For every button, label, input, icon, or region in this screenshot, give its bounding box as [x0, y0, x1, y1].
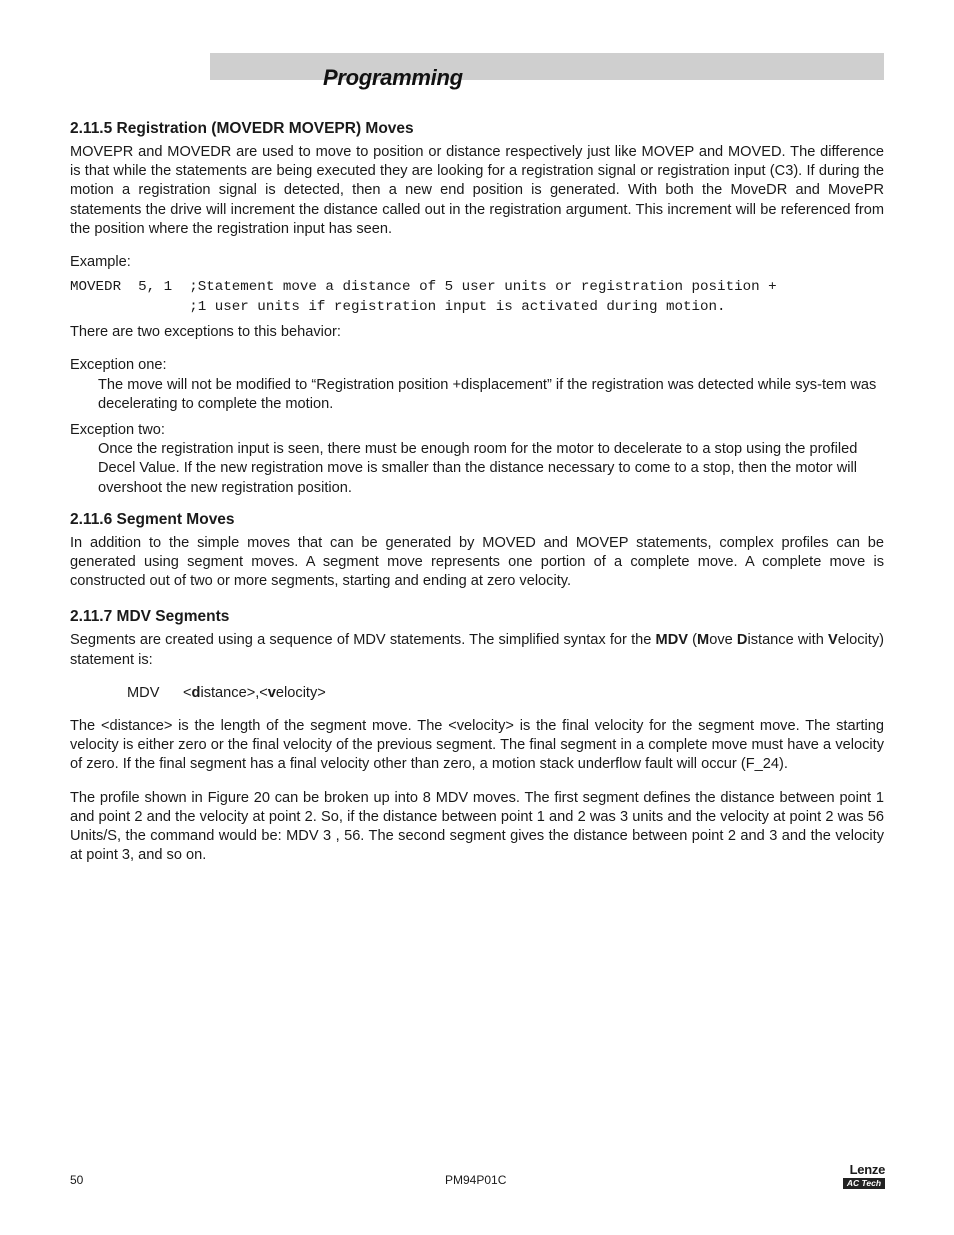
- section-heading-segment-moves: 2.11.6 Segment Moves: [70, 510, 235, 528]
- code-line: ;1 user units if registration input is activated during motion.: [70, 299, 726, 316]
- example-label: Example:: [70, 254, 131, 271]
- logo-sub: AC Tech: [843, 1178, 885, 1189]
- code-line: MOVEDR 5, 1 ;Statement move a distance of 5 user units or registration position +: [70, 279, 777, 296]
- section-paragraph: The <distance> is the length of the segment move. The <velocity> is the final velocity for the segment move. The starting velocity is either zero or the final velocity of the previous segment. The final segment in a complete move must have a velocity of zero. If the final segment has a final velocity other than zero, a motion stack underflow fault will occur (F_24).: [70, 718, 884, 773]
- section-paragraph: MOVEPR and MOVEDR are used to move to position or distance respectively just like MOVEP and MOVED. The difference is that while the statements are being executed they are looking for a registration signal or registration input (C3). If during the motion a registration signal is detected, then a new end position is generated. With both the MoveDR and MovePR statements the drive will increment the distance called out in the registration argument. This increment will be referenced from the position where the registration input has seen.: [70, 144, 884, 237]
- lenze-logo: [843, 1163, 885, 1189]
- header-bar: [210, 53, 884, 80]
- section-heading-mdv-segments: 2.11.7 MDV Segments: [70, 608, 230, 626]
- logo-brand: Lenze: [849, 1162, 885, 1177]
- mdv-syntax: MDV <distance>,<velocity>: [127, 684, 326, 701]
- document-id: PM94P01C: [445, 1173, 507, 1187]
- exception-two-label: Exception two:: [70, 422, 165, 439]
- section-paragraph: The profile shown in Figure 20 can be broken up into 8 MDV moves. The first segment defines the distance between point 1 and point 2 and the velocity at point 2. So, if the distance between point 1 and 2 was 3 units and the velocity at point 2 was 56 Units/S, the command would be: MDV 3 , 56. The second segment gives the distance between point 2 and 3 and the velocity at point 3, and so on.: [70, 789, 884, 864]
- mdv-intro: Segments are created using a sequence of MDV statements. The simplified syntax for the MDV (Move Distance with Velocity) statement is:: [70, 632, 884, 668]
- page-number: 50: [70, 1173, 84, 1187]
- section-heading-registration: 2.11.5 Registration (MOVEDR MOVEPR) Moves: [70, 120, 414, 137]
- exceptions-intro: There are two exceptions to this behavior:: [70, 324, 341, 341]
- exception-one-text: The move will not be modified to “Registration position +displacement” if the registration was detected while sys-tem was decelerating to complete the motion.: [98, 376, 877, 412]
- exception-two-text: Once the registration input is seen, there must be enough room for the motor to decelerate to a stop using the profiled Decel Value. If the new registration move is smaller than the distance necessary to come to a stop, then the motor will overshoot the new registration position.: [98, 441, 858, 496]
- page-content: [70, 119, 884, 865]
- page-title: Programming: [323, 65, 463, 90]
- section-paragraph: In addition to the simple moves that can be generated by MOVED and MOVEP statements, complex profiles can be generated using segment moves. A segment move represents one portion of a complete move. A complete move is constructed out of two or more segments, starting and ending at zero velocity.: [70, 534, 884, 590]
- exception-one-label: Exception one:: [70, 357, 167, 374]
